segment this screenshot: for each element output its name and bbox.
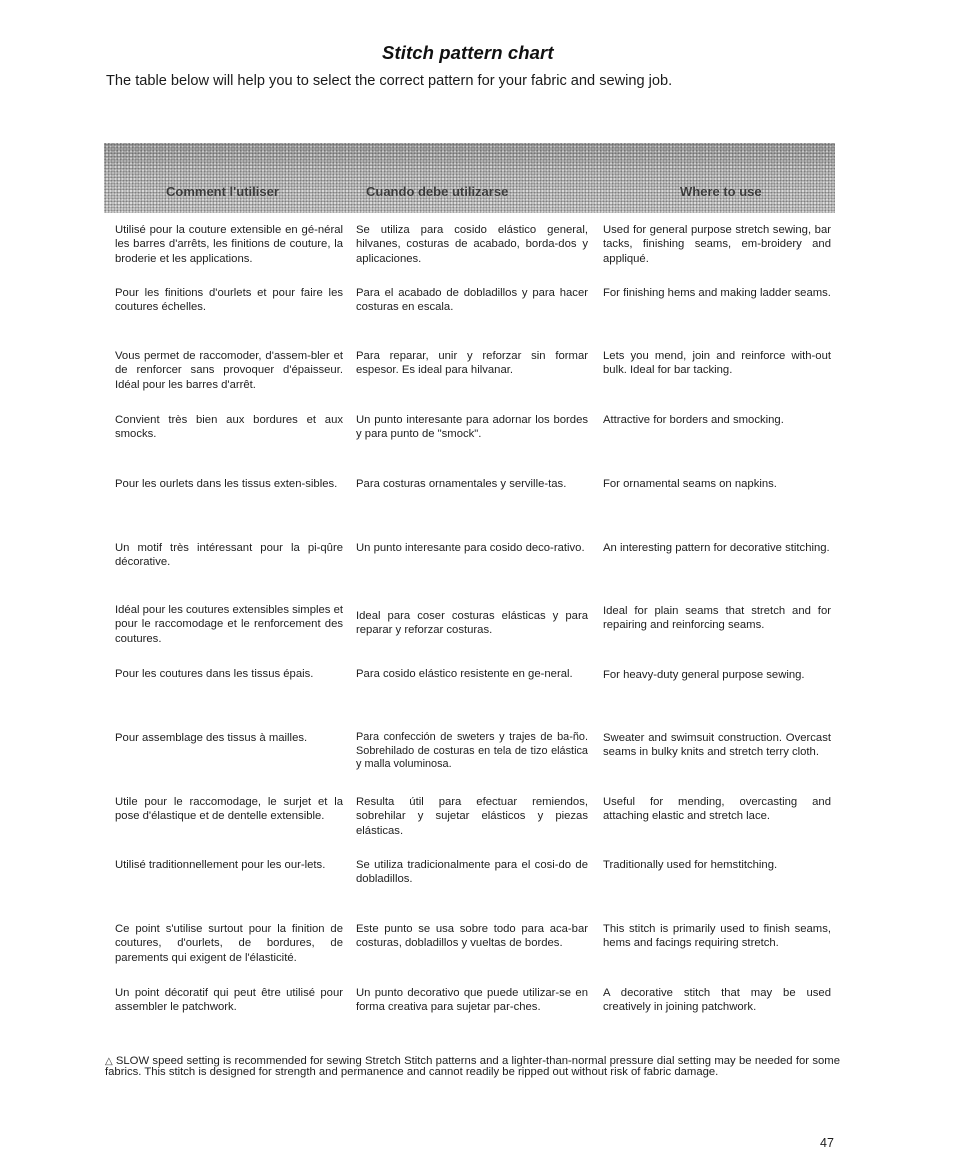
row-8-french: Pour les coutures dans les tissus épais. [115, 668, 314, 680]
row-11-french: Utilisé traditionnellement pour les our-lets. [115, 859, 326, 871]
row-11-english: Traditionally used for hemstitching. [603, 859, 778, 871]
row-8-spanish: Para cosido elástico resistente en ge-neral. [356, 668, 573, 680]
footnote-text: SLOW speed setting is recommended for sewing Stretch Stitch patterns and a lighter-than-normal pressure dial setting may be needed for some fabrics. This stitch is designed for strength and permanence and cannot readily be ripped out without risk of fabric damage. [105, 1055, 840, 1079]
row-2-spanish: Para el acabado de dobladillos y para hacer costuras en escala. [356, 287, 588, 314]
row-1-french: Utilisé pour la couture extensible en gé-néral les barres d'arrêts, les finitions de couture, la broderie et les applications. [115, 224, 343, 265]
row-2-french: Pour les finitions d'ourlets et pour faire les coutures échelles. [115, 287, 343, 314]
row-5-spanish: Para costuras ornamentales y serville-tas. [356, 478, 567, 490]
row-10-spanish: Resulta útil para efectuar remiendos, sobrehilar y sujetar elásticos y piezas elásticas. [356, 796, 588, 837]
row-12-spanish: Este punto se usa sobre todo para aca-bar costuras, dobladillos y vueltas de bordes. [356, 923, 588, 950]
row-9-french: Pour assemblage des tissus à mailles. [115, 732, 308, 744]
row-4-french: Convient très bien aux bordures et aux smocks. [115, 414, 343, 441]
page-number: 47 [820, 1136, 834, 1150]
row-6-spanish: Un punto interesante para cosido deco-rativo. [356, 542, 585, 554]
row-9-english: Sweater and swimsuit construction. Overcast seams in bulky knits and stretch terry cloth. [603, 732, 831, 759]
row-6-french: Un motif très intéressant pour la pi-qûre décorative. [115, 542, 343, 569]
row-10-french: Utile pour le raccomodage, le surjet et la pose d'élastique et de dentelle extensible. [115, 796, 343, 823]
row-7-french: Idéal pour les coutures extensibles simples et pour le raccomodage et le renforcement des coutures. [115, 604, 343, 645]
row-3-spanish: Para reparar, unir y reforzar sin formar espesor. Es ideal para hilvanar. [356, 350, 588, 377]
page-title: Stitch pattern chart [382, 42, 554, 63]
intro-text: The table below will help you to select the correct pattern for your fabric and sewing job. [106, 73, 673, 89]
row-13-spanish: Un punto decorativo que puede utilizar-se en forma creativa para sujetar par-ches. [356, 987, 588, 1014]
row-3-english: Lets you mend, join and reinforce with-out bulk. Ideal for bar tacking. [603, 350, 831, 377]
row-12-english: This stitch is primarily used to finish seams, hems and facings requiring stretch. [603, 923, 831, 950]
row-4-spanish: Un punto interesante para adornar los bordes y para punto de "smock". [356, 414, 588, 441]
row-8-english: For heavy-duty general purpose sewing. [603, 669, 805, 681]
header-english: Where to use [680, 184, 762, 199]
row-12-french: Ce point s'utilise surtout pour la finition de coutures, d'ourlets, de bordures, de parements qui exigent de l'élasticité. [115, 923, 343, 964]
row-5-english: For ornamental seams on napkins. [603, 478, 777, 490]
row-7-spanish: Ideal para coser costuras elásticas y para reparar y reforzar costuras. [356, 610, 588, 637]
row-13-french: Un point décoratif qui peut être utilisé pour assembler le patchwork. [115, 987, 343, 1014]
header-french: Comment l'utiliser [166, 184, 279, 199]
row-2-english: For finishing hems and making ladder seams. [603, 287, 831, 299]
row-10-english: Useful for mending, overcasting and attaching elastic and stretch lace. [603, 796, 831, 823]
row-9-spanish: Para confección de sweters y trajes de ba-ño. Sobrehilado de costuras en tela de tizo elástica y malla voluminosa. [356, 731, 588, 771]
row-7-english: Ideal for plain seams that stretch and for repairing and reinforcing seams. [603, 605, 831, 632]
row-3-french: Vous permet de raccomoder, d'assem-bler et de renforcer sans provoquer d'épaisseur. Idéal pour les barres d'arrêt. [115, 350, 343, 391]
footnote [105, 1056, 840, 1079]
row-5-french: Pour les ourlets dans les tissus exten-sibles. [115, 478, 338, 490]
row-11-spanish: Se utiliza tradicionalmente para el cosi-do de dobladillos. [356, 859, 588, 886]
header-spanish: Cuando debe utilizarse [366, 184, 509, 199]
row-4-english: Attractive for borders and smocking. [603, 414, 784, 426]
table-header-band [104, 143, 835, 213]
triangle-icon: △ [105, 1056, 113, 1067]
row-1-spanish: Se utiliza para cosido elástico general, hilvanes, costuras de acabado, borda-dos y aplicaciones. [356, 224, 588, 265]
row-13-english: A decorative stitch that may be used creatively in joining patchwork. [603, 987, 831, 1014]
row-1-english: Used for general purpose stretch sewing, bar tacks, finishing seams, em-broidery and appliqué. [603, 224, 831, 265]
row-6-english: An interesting pattern for decorative stitching. [603, 542, 830, 554]
